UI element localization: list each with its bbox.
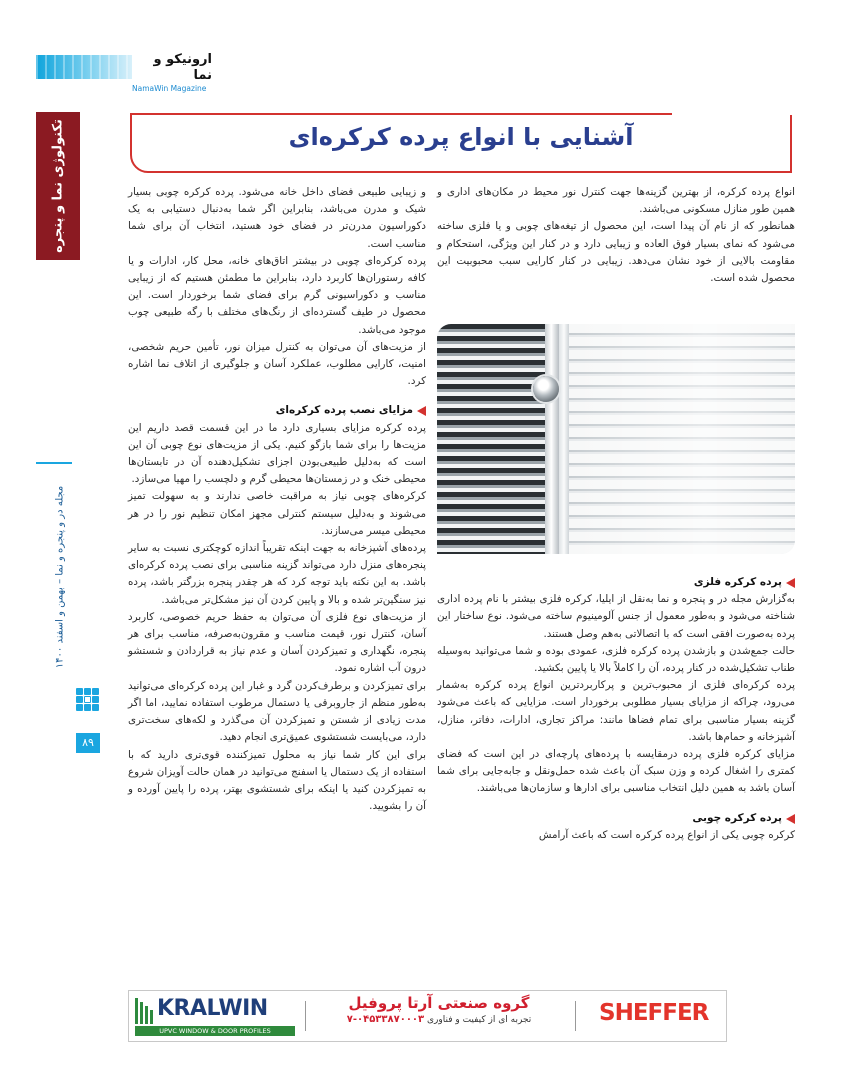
subheading-benefits: مزایای نصب پرده کرکره‌ای <box>128 402 426 419</box>
paragraph: همانطور که از نام آن پیدا است، این محصول از تیغه‌های چوبی و یا فلزی ساخته می‌شود که نمای بسیار فوق العاده و زیبایی دارد و در کنار این ویژگی، استحکام و مقاومت بالایی از خود نشان می‌دهد. زیبایی در کنار کارایی سبب محبوبیت این محصول شده است. <box>437 220 795 285</box>
kralwin-logo <box>135 996 299 1036</box>
white-blinds <box>569 324 795 554</box>
left-column <box>128 184 426 815</box>
issue-label: مجله در و پنجره و نما – بهمن و اسفند ۱۴۰۰ <box>54 485 66 669</box>
ad-divider <box>305 1001 306 1031</box>
kralwin-tagline: UPVC WINDOW & DOOR PROFILES <box>135 1026 295 1036</box>
paragraph: و زیبایی طبیعی فضای داخل خانه می‌شود. پرده کرکره چوبی بسیار شیک و مدرن می‌باشد، بنابراین اگر شما به‌دنبال دستیابی به یک دکوراسیون مدرن‌تر در فضای خود هستید، انتخاب آن برای شما مناسب است. <box>128 186 426 250</box>
company-slogan: تجربه ای از کیفیت و فناوری <box>427 1015 532 1025</box>
company-info <box>314 993 564 1027</box>
paragraph: برای تمیزکردن و برطرف‌کردن گرد و غبار این پرده کرکره‌ای می‌توانید به‌طور منظم از جاروبرقی یا دستمال مرطوب استفاده نمایید، اما اگر مدت زیادی از شستن و تمیزکردن آن می‌گذرد و لکه‌های سخت‌تری دارد، می‌بایست شستشوی عمیق‌تری انجام دهید. <box>128 679 426 744</box>
paragraph: مزایای کرکره فلزی پرده درمقایسه با پرده‌های پارچه‌ای در این است که فضای کمتری را اشغال کرده و وزن سبک آن باعث شده حمل‌ونقل و جابه‌جایی برای شما آسان باشد به همین دلیل انتخاب مناسبی برای ادارها و سازمان‌ها می‌باشند. <box>437 748 795 795</box>
company-phone: ۰۴۵۳۳۸۷۰۰۰۳-۷ <box>346 1014 425 1025</box>
paragraph: انواع پرده کرکره، از بهترین گزینه‌ها جهت کنترل نور محیط در مکان‌های اداری و همین طور منازل مسکونی می‌باشند. <box>437 186 795 216</box>
section-tab <box>36 112 80 260</box>
ad-divider <box>575 1001 576 1031</box>
magazine-logo <box>132 52 212 93</box>
right-column-top <box>437 184 795 287</box>
subheading-wood: پرده کرکره چوبی <box>437 810 795 827</box>
window-knob <box>533 376 559 402</box>
advertisement-bar[interactable] <box>128 990 727 1042</box>
article-title: آشنایی با انواع پرده کرکره‌ای <box>288 123 634 151</box>
page-number: ۸۹ <box>76 733 100 753</box>
kralwin-wordmark: KRALWIN <box>157 996 268 1021</box>
paragraph: حالت جمع‌شدن و بازشدن پرده کرکره فلزی، عمودی بوده و شما می‌توانید به‌وسیله طناب تشکیل‌شده در کنار پرده، آن را کاملاً بالا یا پایین بکشید. <box>437 644 795 675</box>
paragraph: پرده کرکره‌ای چوبی در بیشتر اتاق‌های خانه، محل کار، ادارات و یا کافه رستوران‌ها کاربرد دارد، بنابراین ما مطمئن هستیم که از زیبایی مناسب و دکوراسیونی گرم برای فضای شما برخوردار است. این محصول در طیف گسترده‌ای از رنگ‌های مختلف با رگه طبیعی چوب موجود می‌باشد. <box>128 254 426 336</box>
paragraph: از مزیت‌های نوع فلزی آن می‌توان به حفظ حریم خصوصی، کاربرد آسان، کنترل نور، قیمت مناسب و مقرون‌به‌صرفه، مناسب برای هر پنجره، نگهداری و تمیزکردن آسان و عدم نیاز به قراردادن و شستشو درون آب اشاره نمود. <box>128 610 426 675</box>
magazine-logo-fa: ارونیکو و نما <box>153 52 212 83</box>
paragraph: پرده کرکره مزایای بسیاری دارد ما در این قسمت قصد داریم این مزیت‌ها را برای شما بازگو کنیم. یکی از مزیت‌های نوع چوبی آن این است که به‌دلیل طبیعی‌بودن اجزای تشکیل‌دهنده آن در تابستان‌ها محیطی خنک و در زمستان‌ها محیطی گرم و دلچسب را مهیا می‌سازد. <box>128 421 426 486</box>
sheffer-logo: SHEFFER <box>599 1000 709 1026</box>
subheading-metal: پرده کرکره فلزی <box>437 574 795 591</box>
magazine-logo-en: NamaWin Magazine <box>132 84 207 93</box>
section-label: تکنولوژی نما و پنجره <box>50 119 66 253</box>
dark-blinds <box>437 324 549 554</box>
right-column-bottom <box>437 574 795 844</box>
paragraph: برای این کار شما نیاز به محلول تمیزکننده قوی‌تری دارید که با استفاده از یک دستمال یا اسفنج می‌توانید در همان حالت آویزان شروع به تمیزکردن کنید یا اینکه برای شستشوی بهتر، پرده را پایین آورده و آن را بشویید. <box>128 748 426 813</box>
blinds-photo <box>437 324 795 554</box>
kralwin-window-icon <box>135 998 155 1024</box>
paragraph: به‌گزارش مجله در و پنجره و نما به‌نقل از ایلیا، کرکره فلزی بیشتر با نام پرده اداری شناخته می‌شود و به‌طور معمول از جنس آلومینیوم ساخته می‌شود. نوع ساختار این پرده به‌صورت افقی است که با اتصالاتی به‌هم وصل هستند. <box>437 593 795 640</box>
title-frame <box>130 113 792 173</box>
company-name: گروه صنعتی آرتا پروفیل <box>348 994 530 1012</box>
header-color-strip <box>36 55 132 79</box>
window-frame <box>545 324 559 554</box>
issue-info <box>50 462 70 692</box>
paragraph: از مزیت‌های آن می‌توان به کنترل میزان نور، تأمین حریم شخصی، امنیت، کارایی مطلوب، عملکرد آسان و جلوگیری از اتلاف نما اشاره کرد. <box>128 340 426 388</box>
paragraph: کرکره‌های چوبی نیاز به مراقبت خاصی ندارند و به سهولت تمیز می‌شوند و به‌دلیل سیستم کنترلی مجهز امکان تنظیم نور را در هر محیطی میسر می‌سازند. <box>128 490 426 537</box>
window-frame-inner <box>559 324 569 554</box>
paragraph: پرده‌های آشپزخانه به جهت اینکه تقریباً اندازه کوچکتری نسبت به سایر پنجره‌های منزل دارد می‌تواند گزینه مناسبی برای نصب پرده کرکره‌ای باشد. به این نکته باید توجه کرد که هر چقدر پنجره بزرگتر باشد، پرده نیز سنگین‌تر شده و بالا و پایین کردن آن نیز مشکل‌تر می‌باشد. <box>128 542 426 606</box>
paragraph: پرده کرکره‌ای فلزی از محبوب‌ترین و پرکاربردترین انواع پرده کرکره به‌شمار می‌رود، چراکه از مزایای بسیار مطلوبی برخوردار است. مزایایی که باعث می‌شود گزینه بسیار مناسبی برای تمام فضاها مانند: مراکز تجاری، ادارات، دفاتر، منازل، آشپزخانه و حمام‌ها باشد. <box>437 679 795 743</box>
magazine-grid-icon <box>76 688 100 712</box>
paragraph: کرکره چوبی یکی از انواع پرده کرکره است که باعث آرامش <box>538 828 795 841</box>
